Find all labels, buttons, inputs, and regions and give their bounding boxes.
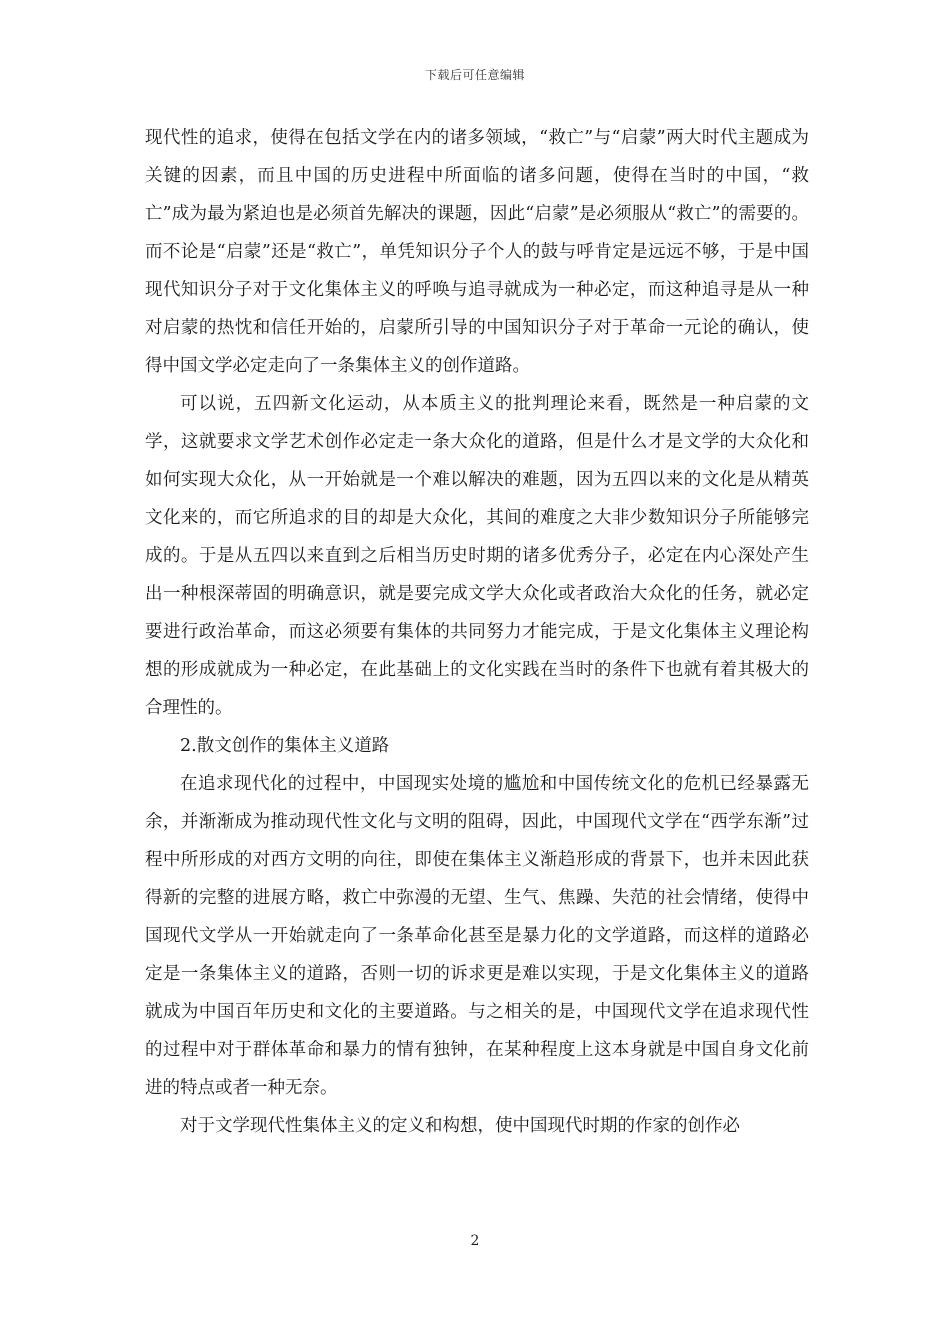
paragraph-wusi: 可以说，五四新文化运动，从本质主义的批判理论来看，既然是一种启蒙的文学，这就要求文学艺术创作必定走一条大众化的道路，但是什么才是文学的大众化和如何实现大众化，从一开始就是一个难以解决的难题，因为五四以来的文化是从精英文化来的，而它所追求的目的却是大众化，其间的难度之大非少数知识分子所能够完成的。于是从五四以来直到之后相当历史时期的诸多优秀分子，必定在内心深处产生出一种根深蒂固的明确意识，就是要完成文学大众化或者政治大众化的任务，就必定要进行政治革命，而这必须要有集体的共同努力才能完成，于是文化集体主义理论构想的形成就成为一种必定，在此基础上的文化实践在当时的条件下也就有着其极大的合理性的。 xyxy=(145,394,809,718)
section-heading: 2.散文创作的集体主义道路 xyxy=(180,736,390,756)
page-header: 下载后可任意编辑 xyxy=(424,68,525,82)
paragraph-definition: 对于文学现代性集体主义的定义和构想，使中国现代时期的作家的创作必 xyxy=(180,1116,740,1136)
paragraph-modernization: 在追求现代化的过程中，中国现实处境的尴尬和中国传统文化的危机已经暴露无余，并渐渐成为推动现代性文化与文明的阻碍，因此，中国现代文学在“西学东渐”过程中所形成的对西方文明的向往，即使在集体主义渐趋形成的背景下，也并未因此获得新的完整的进展方略，救亡中弥漫的无望、生气、焦躁、失范的社会情绪，使得中国现代文学从一开始就走向了一条革命化甚至是暴力化的文学道路，而这样的道路必定是一条集体主义的道路，否则一切的诉求更是难以实现，于是文化集体主义的道路就成为中国百年历史和文化的主要道路。与之相关的是，中国现代文学在追求现代性的过程中对于群体革命和暴力的情有独钟，在某种程度上这本身就是中国自身文化前进的特点或者一种无奈。 xyxy=(145,774,809,1098)
document-body xyxy=(145,119,809,1145)
paragraph-continuation: 现代性的追求，使得在包括文学在内的诸多领域，“救亡”与“启蒙”两大时代主题成为关键的因素，而且中国的历史进程中所面临的诸多问题，使得在当时的中国，“救亡”成为最为紧迫也是必须首先解决的课题，因此“启蒙”是必须服从“救亡”的需要的。而不论是“启蒙”还是“救亡”，单凭知识分子个人的鼓与呼肯定是远远不够，于是中国现代知识分子对于文化集体主义的呼唤与追寻就成为一种必定，而这种追寻是从一种对启蒙的热忱和信任开始的，启蒙所引导的中国知识分子对于革命一元论的确认，使得中国文学必定走向了一条集体主义的创作道路。 xyxy=(145,128,809,376)
page-number: 2 xyxy=(470,1233,480,1249)
